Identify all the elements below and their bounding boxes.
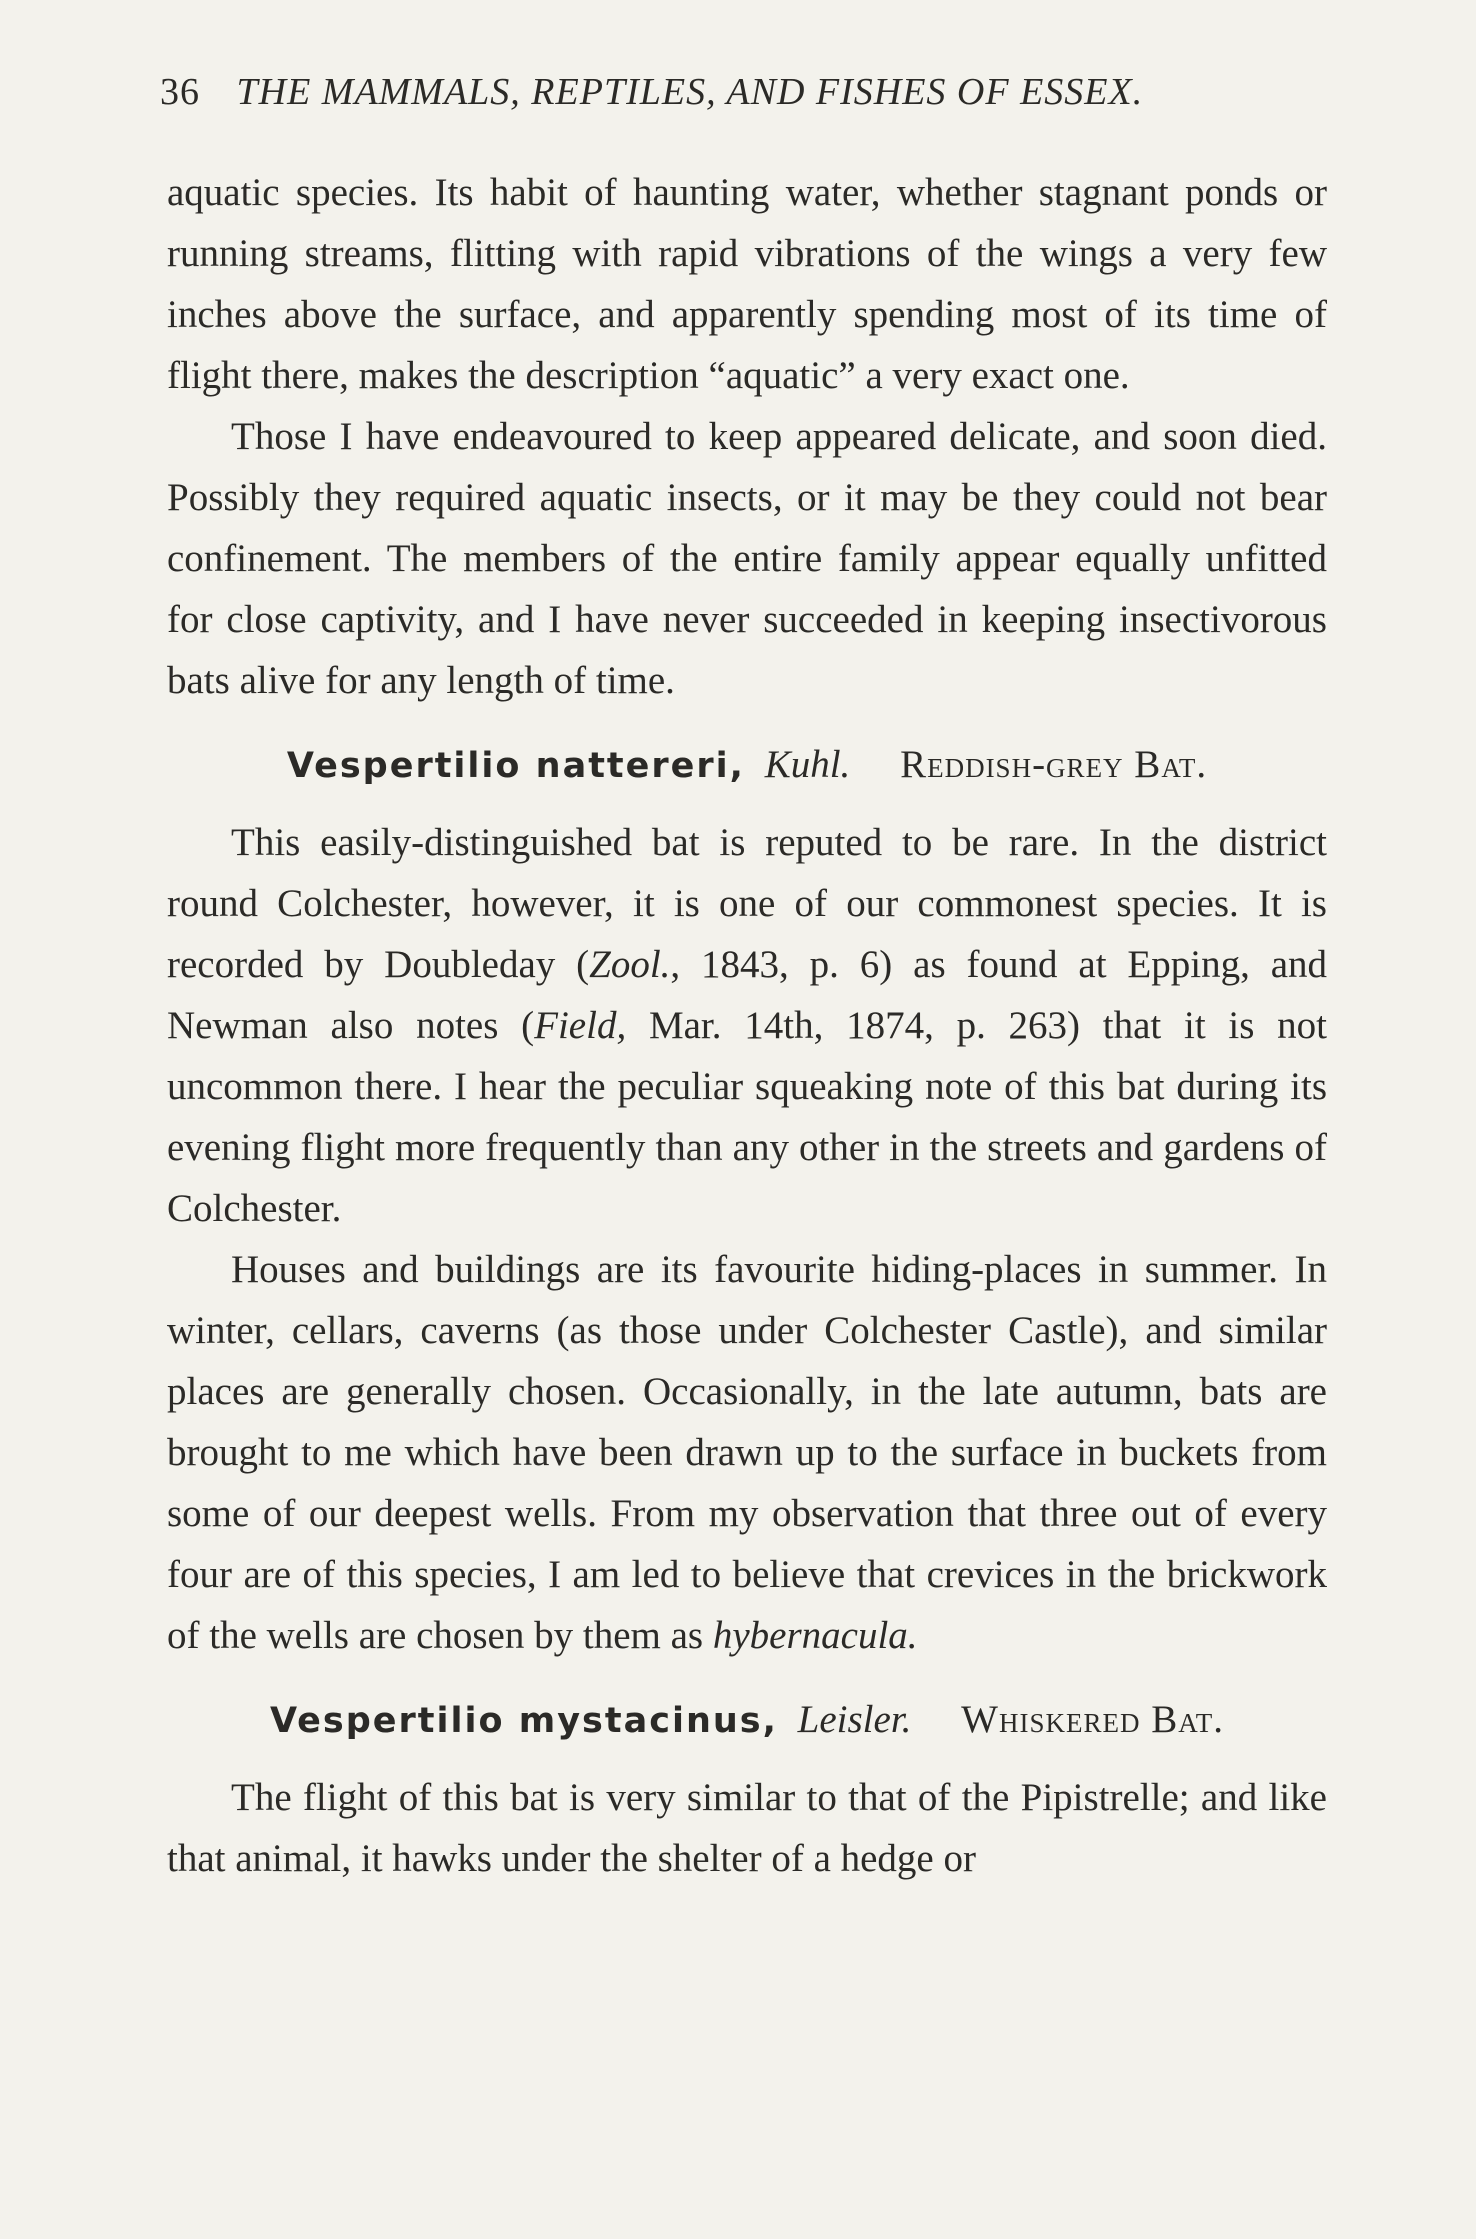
citation-italic: Field,: [534, 1004, 627, 1047]
paragraph: aquatic species. Its habit of haunting water, whether stagnant ponds or running streams, flitting with rapid vibrations of the wings a very few inches above the surface, and apparently spending most of its time of flight there, makes the description “aquatic” a very exact one.: [167, 171, 1327, 397]
species-name: Vespertilio nattereri,: [286, 746, 745, 786]
paragraph: [167, 812, 1327, 1239]
common-name: Whiskered Bat.: [961, 1698, 1224, 1741]
paragraph: The flight of this bat is very similar to that of the Pipistrelle; and like that animal, it hawks under the shelter of a hedge or: [167, 1776, 1327, 1880]
species-author: Leisler.: [797, 1698, 912, 1741]
text-run: This easily-distinguished bat is reputed to be rare. In the district round Colchester, however, it is one of our commonest species. It is recorded by Doubleday (: [167, 821, 1327, 986]
paragraph: [167, 1239, 1327, 1666]
citation-italic: Zool.: [589, 943, 671, 986]
species-name: Vespertilio mystacinus,: [269, 1701, 778, 1741]
common-name: Reddish-grey Bat.: [900, 743, 1208, 786]
text-run: Houses and buildings are its favourite hiding-places in summer. In winter, cellars, caverns (as those under Colchester Castle), and similar places are generally chosen. Occasionally, in the late autumn, bats are brought to me which have been drawn up to the surface in buckets from some of our deepest wells. From my observation that three out of every four are of this species, I am led to believe that crevices in the brickwork of the wells are chosen by them as: [167, 1248, 1327, 1657]
paragraph: Those I have endeavoured to keep appeared delicate, and soon died. Possibly they required aquatic insects, or it may be they could not bear confinement. The members of the entire family appear equally unfitted for close captivity, and I have never succeeded in keeping insectivorous bats alive for any length of time.: [167, 415, 1327, 702]
page-number: 36: [160, 71, 200, 113]
section-heading-mystacinus: [167, 1689, 1327, 1752]
text-run: Mar. 14th, 1874, p. 263) that it is not uncommon there. I hear the peculiar squeaking note of this bat during its evening flight more frequently than any other in the streets and gardens of Colchester.: [167, 1004, 1327, 1230]
running-header: [160, 70, 1330, 114]
running-title: THE MAMMALS, REPTILES, AND FISHES OF ESSEX.: [236, 71, 1144, 113]
species-author: Kuhl.: [764, 743, 851, 786]
body-text: [167, 162, 1327, 1889]
text-run: , 1843, p. 6) as found at Epping, and Newman also notes (: [167, 943, 1327, 1047]
term-italic: hybernacula.: [712, 1614, 918, 1657]
section-heading-nattereri: [167, 734, 1327, 797]
